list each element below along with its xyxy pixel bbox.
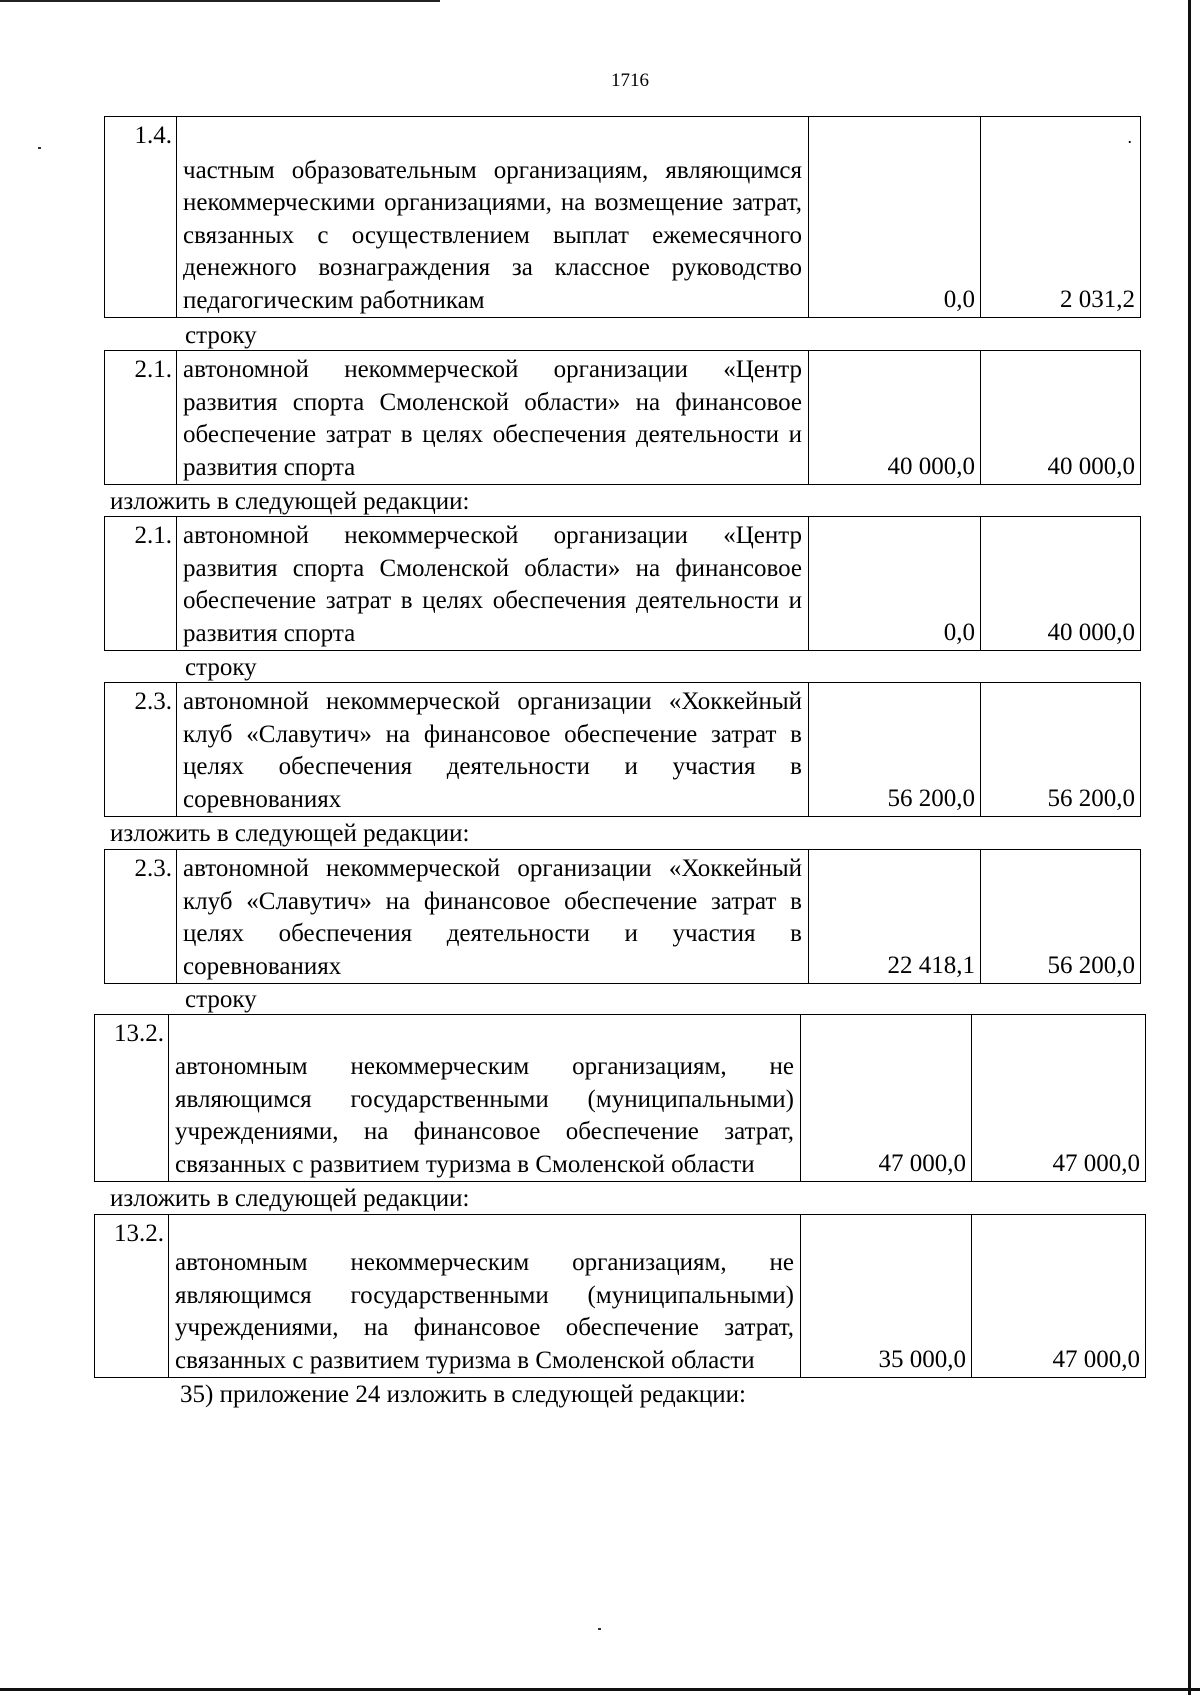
row-value-2: 40 000,0 (981, 351, 1141, 485)
row-description: автономной некоммерческой организации «Хоккейный клуб «Славутич» на финансовое обеспечение затрат в целях обеспечения деятельности и участия в соревнованиях (177, 683, 809, 817)
row-number: 2.1. (105, 351, 177, 485)
row-number: 2.1. (105, 517, 177, 651)
row-description: автономным некоммерческим организациям, не являющимся государственными (муниципальными) учреждениями, на финансовое обеспечение затрат, связанных с развитием туризма в Смоленской области (169, 1015, 801, 1182)
row-value-2: 47 000,0 (972, 1015, 1146, 1182)
scan-edge-top (0, 0, 440, 2)
row-description: частным образовательным организациям, являющимся некоммерческими организациями, на возмещение затрат, связанных с осуществлением выплат ежемесячного денежного вознаграждения за классное руководство педагогическим работникам (177, 117, 809, 318)
table-row (104, 682, 1141, 817)
row-value-1: 0,0 (809, 117, 981, 318)
row-number: 13.2. (95, 1015, 169, 1182)
row-number: 1.4. (105, 117, 177, 318)
row-number: 2.3. (105, 850, 177, 984)
scan-edge-bottom (0, 1688, 1200, 1691)
table-row (104, 350, 1141, 485)
row-description: автономным некоммерческим организациям, не являющимся государственными (муниципальными) учреждениями, на финансовое обеспечение затрат, связанных с развитием туризма в Смоленской области (169, 1215, 801, 1378)
row-value-1: 47 000,0 (801, 1015, 972, 1182)
page-number: 1716 (611, 70, 649, 91)
table-row (104, 116, 1141, 318)
row-value-1: 0,0 (809, 517, 981, 651)
caption-row-word: строку (185, 654, 257, 681)
row-value-1: 35 000,0 (801, 1215, 972, 1378)
caption-new-edition: изложить в следующей редакции: (110, 1185, 470, 1212)
caption-new-edition: изложить в следующей редакции: (110, 488, 470, 515)
table-row (94, 1214, 1146, 1378)
row-description: автономной некоммерческой организации «Центр развития спорта Смоленской области» на финансовое обеспечение затрат в целях обеспечения деятельности и развития спорта (177, 351, 809, 485)
row-value-1: 56 200,0 (809, 683, 981, 817)
caption-row-word: строку (185, 986, 257, 1013)
row-number: 13.2. (95, 1215, 169, 1378)
row-value-2: 2 031,2 (1060, 285, 1135, 313)
row-value-2: 56 200,0 (981, 683, 1141, 817)
row-description: автономной некоммерческой организации «Центр развития спорта Смоленской области» на финансовое обеспечение затрат в целях обеспечения деятельности и развития спорта (177, 517, 809, 651)
caption-new-edition: изложить в следующей редакции: (110, 820, 470, 847)
table-row (94, 1014, 1146, 1182)
row-value-2: 47 000,0 (972, 1215, 1146, 1378)
scan-speck (598, 1628, 601, 1630)
caption-row-word: строку (185, 322, 257, 349)
row-number: 2.3. (105, 683, 177, 817)
table-row (104, 849, 1141, 984)
row-value-2-cell (981, 117, 1141, 318)
final-note: 35) приложение 24 изложить в следующей редакции: (180, 1381, 746, 1408)
row-description: автономной некоммерческой организации «Хоккейный клуб «Славутич» на финансовое обеспечение затрат в целях обеспечения деятельности и участия в соревнованиях (177, 850, 809, 984)
row-value-2: 40 000,0 (981, 517, 1141, 651)
row-value-1: 40 000,0 (809, 351, 981, 485)
row-value-2: 56 200,0 (981, 850, 1141, 984)
row-value-1: 22 418,1 (809, 850, 981, 984)
scan-speck (38, 147, 41, 149)
table-row (104, 516, 1141, 651)
scan-edge-right (1188, 0, 1191, 1695)
stray-mark: . (1127, 127, 1132, 147)
